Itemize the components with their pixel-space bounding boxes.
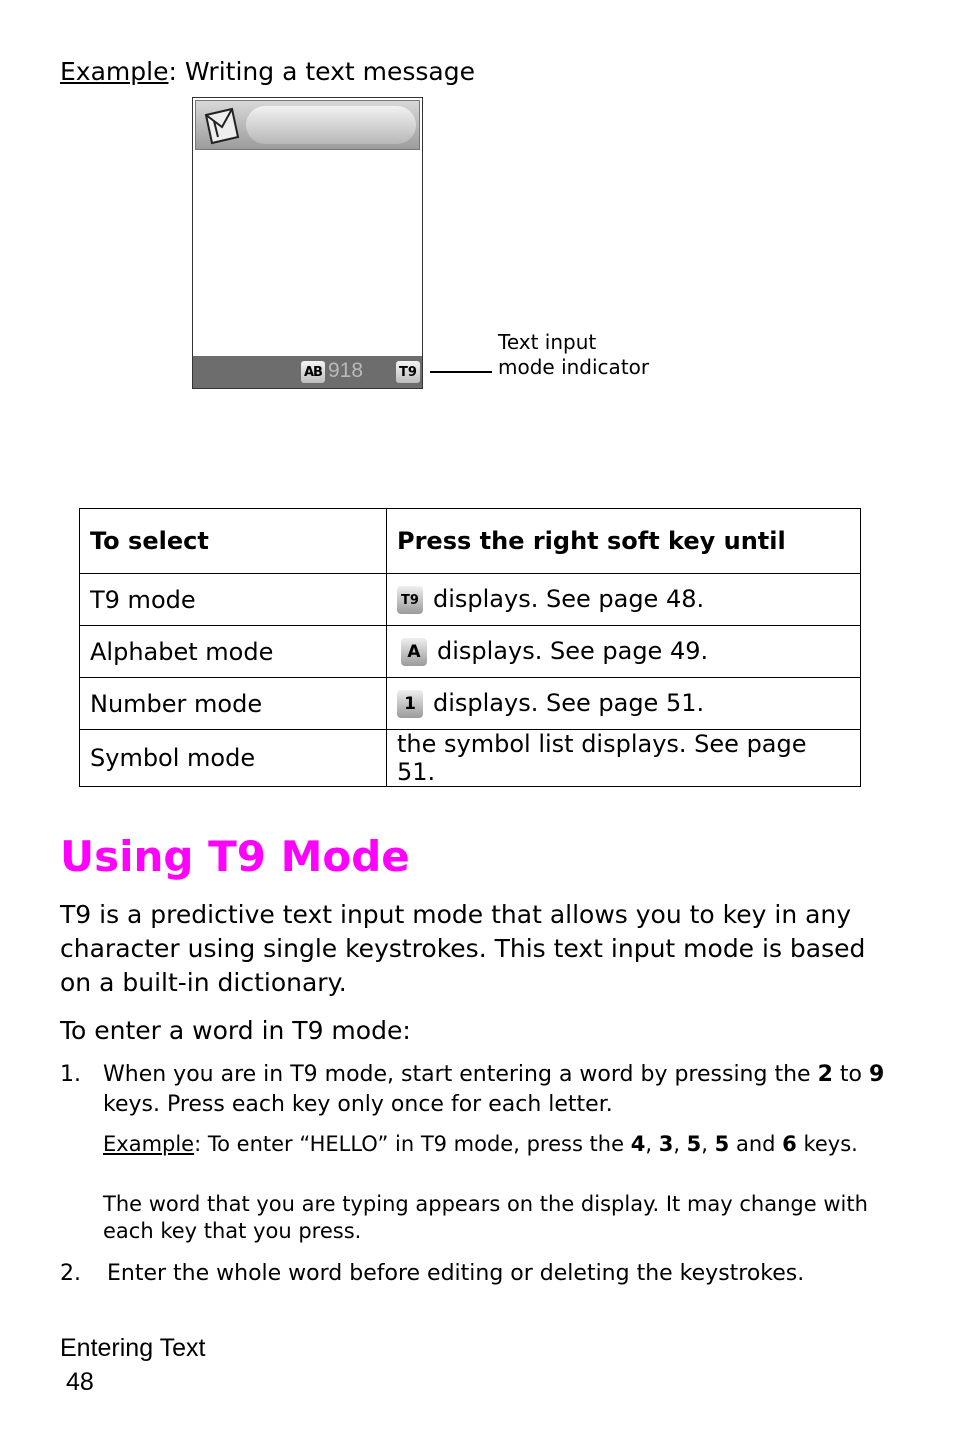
action-cell: [387, 574, 861, 626]
sep: ,: [701, 1132, 715, 1156]
phone-screen: [192, 97, 423, 389]
example-text-a: : To enter “HELLO” in T9 mode, press the: [194, 1132, 631, 1156]
page-number: 48: [66, 1368, 94, 1396]
action-cell: [387, 626, 861, 678]
table-row: [80, 678, 861, 730]
example-heading: [60, 56, 475, 88]
step-1-number: 1.: [60, 1062, 81, 1087]
step-1-text-c: keys. Press each key only once for each letter.: [103, 1092, 613, 1117]
mode-table: [79, 508, 861, 787]
mode-cell: T9 mode: [80, 574, 387, 626]
example-label: Example: [103, 1132, 195, 1156]
intro-paragraph: T9 is a predictive text input mode that allows you to key in any character using single keystrokes. This text input mode is based on a built-in dictionary.: [60, 900, 866, 997]
t9-mode-icon: T9: [397, 586, 423, 614]
key-5: 5: [686, 1132, 702, 1156]
example-heading-text: : Writing a text message: [168, 57, 475, 86]
footer-section-name: Entering Text: [60, 1334, 206, 1362]
sep: ,: [673, 1132, 687, 1156]
title-pill: [246, 106, 416, 144]
ab-mode-icon: AB: [301, 361, 325, 383]
screen-status-bar: [193, 356, 422, 388]
table-row: [80, 626, 861, 678]
callout-line-1: Text input: [498, 330, 597, 354]
step-1-text: [103, 1060, 893, 1120]
display-note: The word that you are typing appears on the display. It may change with each key that you press.: [103, 1192, 868, 1243]
message-envelope-icon: [202, 107, 242, 145]
header-to-select: To select: [80, 509, 387, 574]
table-row: [80, 574, 861, 626]
action-text: displays. See page 48.: [433, 585, 705, 613]
step-2-number: 2.: [60, 1261, 81, 1286]
example-text-b: keys.: [796, 1132, 858, 1156]
mode-cell: Symbol mode: [80, 730, 387, 787]
mode-cell: Number mode: [80, 678, 387, 730]
key-6: 6: [782, 1132, 797, 1156]
callout-label: [498, 330, 649, 380]
key-5: 5: [714, 1132, 730, 1156]
action-text: displays. See page 49.: [437, 637, 709, 665]
action-cell: the symbol list displays. See page 51.: [387, 730, 861, 787]
table-header-row: [80, 509, 861, 574]
table-row: [80, 730, 861, 787]
section-title: Using T9 Mode: [60, 832, 410, 881]
sep: and: [729, 1132, 783, 1156]
step-1-text-b: to: [832, 1062, 869, 1087]
action-text: displays. See page 51.: [433, 689, 705, 717]
callout-line: [430, 371, 492, 373]
mode-cell: Alphabet mode: [80, 626, 387, 678]
step-2-text: Enter the whole word before editing or deleting the keystrokes.: [107, 1261, 805, 1286]
step-1-text-a: When you are in T9 mode, start entering a word by pressing the: [103, 1062, 818, 1087]
lead-in-text: To enter a word in T9 mode:: [60, 1016, 411, 1045]
callout-line-2: mode indicator: [498, 355, 650, 379]
key-4: 4: [630, 1132, 646, 1156]
hello-example: [103, 1131, 893, 1158]
number-mode-icon: 1: [397, 690, 423, 718]
t9-mode-icon: T9: [396, 361, 420, 383]
alphabet-mode-icon: A: [401, 638, 427, 666]
key-2: 2: [817, 1062, 833, 1087]
screen-title-bar: [195, 100, 420, 150]
key-9: 9: [868, 1062, 885, 1087]
sep: ,: [645, 1132, 659, 1156]
example-label: Example: [60, 57, 169, 86]
key-3: 3: [658, 1132, 674, 1156]
action-cell: [387, 678, 861, 730]
character-count: 918: [328, 359, 364, 382]
header-press-key: Press the right soft key until: [387, 509, 861, 574]
